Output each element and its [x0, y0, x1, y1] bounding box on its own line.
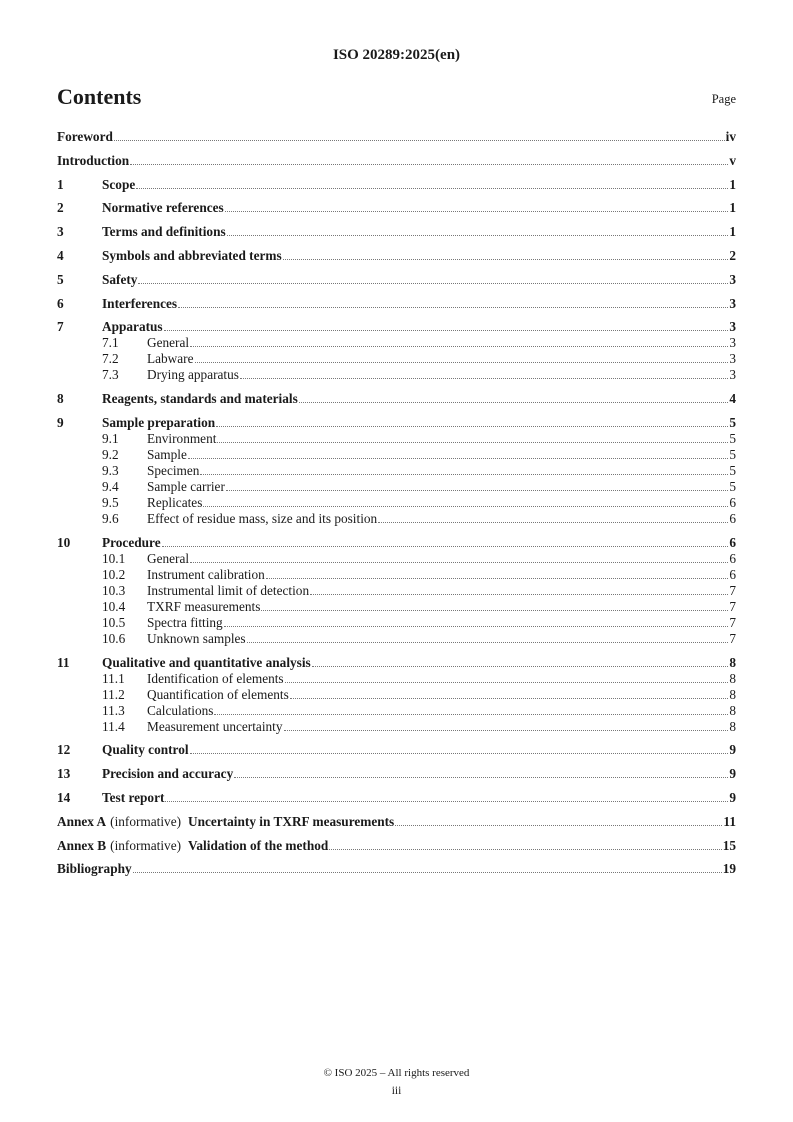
toc-dot-leader: [312, 666, 729, 667]
footer-page-number: iii: [391, 1085, 402, 1097]
toc-entry-number: 7.1: [102, 335, 119, 351]
toc-entry-title: Instrument calibration: [147, 566, 265, 582]
toc-entry-page: 6: [729, 566, 736, 582]
toc-entry-page: 8: [729, 718, 736, 734]
toc-dot-leader: [162, 546, 729, 547]
toc-dot-leader: [195, 362, 729, 363]
toc-dot-leader: [203, 506, 728, 507]
toc-entry-title: General: [147, 550, 190, 566]
toc-dot-leader: [190, 562, 728, 563]
toc-dot-leader: [224, 626, 729, 627]
toc-dot-leader: [266, 578, 729, 579]
toc-entry-clause-9-1[interactable]: [57, 431, 736, 447]
toc-entry-title: Symbols and abbreviated terms: [102, 247, 282, 263]
toc-entry-page: 3: [729, 271, 736, 287]
toc-entry-page: 8: [729, 686, 736, 702]
toc-entry-foreword[interactable]: [57, 129, 736, 145]
toc-entry-number: 9.1: [102, 430, 119, 446]
toc-entry-page: 9: [729, 742, 736, 758]
toc-entry-page: 7: [729, 582, 736, 598]
toc-entry-clause-12[interactable]: [57, 742, 736, 758]
document-header-id: ISO 20289:2025(en): [332, 47, 461, 63]
toc-entry-title: Uncertainty in TXRF measurements: [188, 813, 395, 829]
toc-entry-page: 4: [729, 391, 736, 407]
toc-entry-number: 8: [57, 391, 64, 407]
toc-entry-number: 10.6: [102, 630, 126, 646]
toc-entry-number: 10.3: [102, 582, 126, 598]
toc-entry-clause-10-2[interactable]: [57, 567, 736, 583]
toc-dot-leader: [285, 682, 729, 683]
toc-entry-title: Introduction: [57, 152, 130, 168]
toc-entry-clause-10-6[interactable]: [57, 631, 736, 647]
toc-dot-leader: [190, 346, 728, 347]
toc-entry-page: 5: [729, 446, 736, 462]
toc-entry-annex-a[interactable]: [57, 814, 736, 830]
toc-entry-page: 7: [729, 598, 736, 614]
toc-entry-title: Identification of elements: [147, 670, 284, 686]
toc-dot-leader: [225, 211, 729, 212]
toc-entry-title: Drying apparatus: [147, 367, 239, 383]
toc-entry-title: Scope: [102, 176, 136, 192]
toc-dot-leader: [217, 442, 728, 443]
toc-entry-page: 3: [729, 351, 736, 367]
toc-entry-page: 3: [729, 295, 736, 311]
toc-entry-number: 1: [57, 176, 64, 192]
toc-entry-page: 5: [729, 430, 736, 446]
toc-entry-number: 7: [57, 319, 64, 335]
toc-dot-leader: [165, 801, 728, 802]
toc-entry-page: 6: [729, 510, 736, 526]
toc-entry-title: Precision and accuracy: [102, 766, 234, 782]
toc-entry-clause-7-3[interactable]: [57, 367, 736, 383]
toc-entry-annex-b[interactable]: [57, 838, 736, 854]
toc-dot-leader: [261, 610, 728, 611]
toc-entry-clause-3[interactable]: [57, 224, 736, 240]
toc-entry-number: 4: [57, 247, 64, 263]
toc-entry-number: 7.2: [102, 351, 119, 367]
toc-entry-number: 13: [57, 766, 71, 782]
toc-dot-leader: [299, 402, 729, 403]
toc-entry-page: v: [729, 152, 736, 168]
toc-entry-clause-10-1[interactable]: [57, 551, 736, 567]
toc-entry-page: 8: [729, 702, 736, 718]
toc-entry-title: Bibliography: [57, 861, 132, 877]
toc-dot-leader: [247, 642, 729, 643]
toc-entry-clause-9-3[interactable]: [57, 463, 736, 479]
toc-dot-leader: [136, 188, 728, 189]
toc-entry-title: Qualitative and quantitative analysis: [102, 654, 311, 670]
toc-entry-clause-7[interactable]: [57, 319, 736, 335]
page-title: Contents: [57, 84, 142, 109]
toc-entry-number: 9.5: [102, 494, 119, 510]
toc-dot-leader: [378, 522, 728, 523]
toc-entry-clause-11-3[interactable]: [57, 703, 736, 719]
toc-dot-leader: [227, 235, 729, 236]
toc-entry-title: Normative references: [102, 200, 224, 216]
toc-entry-title: Interferences: [102, 295, 178, 311]
toc-entry-page: iv: [725, 129, 736, 144]
toc-entry-number: 9.6: [102, 510, 119, 526]
toc-entry-page: 6: [729, 534, 736, 550]
toc-dot-leader: [226, 490, 728, 491]
toc-entry-clause-9-2[interactable]: [57, 447, 736, 463]
toc-entry-title: Apparatus: [102, 319, 163, 335]
toc-entry-title: Validation of the method: [188, 837, 329, 853]
toc-dot-leader: [178, 307, 728, 308]
toc-entry-number: 10.4: [102, 598, 126, 614]
toc-dot-leader: [234, 777, 728, 778]
toc-entry-page: 5: [729, 414, 736, 430]
toc-entry-page: 9: [729, 789, 736, 805]
toc-entry-page: 1: [729, 200, 736, 216]
toc-entry-title: Safety: [102, 271, 138, 287]
toc-entry-title: Specimen: [147, 462, 200, 478]
toc-entry-page: 1: [729, 224, 736, 240]
toc-dot-leader: [290, 698, 729, 699]
toc-entry-title: Unknown samples: [147, 630, 246, 646]
toc-entry-clause-5[interactable]: [57, 272, 736, 288]
toc-entry-title: Effect of residue mass, size and its position: [147, 510, 378, 526]
toc-entry-title: Spectra fitting: [147, 614, 223, 630]
toc-dot-leader: [284, 730, 729, 731]
toc-entry-title: General: [147, 335, 190, 351]
toc-entry-page: 19: [722, 861, 736, 877]
toc-entry-page: 2: [729, 247, 736, 263]
toc-entry-title: Labware: [147, 351, 194, 367]
toc-dot-leader: [114, 140, 725, 141]
toc-entry-page: 3: [729, 367, 736, 383]
toc-entry-page: 5: [729, 478, 736, 494]
toc-entry-clause-10-3[interactable]: [57, 583, 736, 599]
toc-entry-number: 10.1: [102, 550, 126, 566]
toc-entry-title: Quality control: [102, 742, 189, 758]
toc-entry-clause-11-2[interactable]: [57, 687, 736, 703]
toc-entry-clause-10-5[interactable]: [57, 615, 736, 631]
toc-dot-leader: [283, 259, 729, 260]
toc-entry-introduction[interactable]: [57, 153, 736, 169]
toc-dot-leader: [395, 825, 722, 826]
toc-entry-page: 6: [729, 550, 736, 566]
toc-entry-clause-9[interactable]: [57, 415, 736, 431]
toc-entry-number: 10.2: [102, 566, 126, 582]
toc-annex-label: Annex A: [57, 813, 107, 829]
toc-dot-leader: [133, 872, 722, 873]
toc-dot-leader: [138, 283, 728, 284]
toc-entry-title: Quantification of elements: [147, 686, 289, 702]
toc-entry-page: 8: [729, 670, 736, 686]
toc-entry-number: 3: [57, 224, 64, 240]
toc-entry-title: Environment: [147, 430, 217, 446]
toc-entry-number: 11.1: [102, 670, 125, 686]
toc-entry-number: 5: [57, 271, 64, 287]
toc-entry-number: 9.3: [102, 462, 119, 478]
toc-entry-number: 10.5: [102, 614, 126, 630]
toc-entry-clause-11[interactable]: [57, 655, 736, 671]
toc-entry-title: Test report: [102, 789, 165, 805]
toc-entry-clause-7-2[interactable]: [57, 351, 736, 367]
toc-entry-title: Replicates: [147, 494, 203, 510]
toc-dot-leader: [164, 330, 729, 331]
toc-entry-title: Measurement uncertainty: [147, 718, 283, 734]
toc-entry-page: 7: [729, 614, 736, 630]
toc-entry-page: 9: [729, 766, 736, 782]
toc-entry-number: 9.2: [102, 446, 119, 462]
toc-entry-number: 11.3: [102, 702, 125, 718]
toc-entry-clause-9-5[interactable]: [57, 495, 736, 511]
toc-entry-page: 3: [729, 335, 736, 351]
toc-entry-clause-9-6[interactable]: [57, 511, 736, 527]
toc-entry-title: Instrumental limit of detection: [147, 582, 310, 598]
toc-entry-clause-2[interactable]: [57, 200, 736, 216]
toc-entry-clause-10-4[interactable]: [57, 599, 736, 615]
toc-annex-status: (informative): [110, 813, 182, 829]
toc-entry-page: 8: [729, 654, 736, 670]
toc-entry-title: Terms and definitions: [102, 224, 226, 240]
toc-entry-clause-10[interactable]: [57, 535, 736, 551]
toc-entry-page: 15: [722, 837, 736, 853]
toc-entry-page: 5: [729, 462, 736, 478]
toc-entry-number: 9: [57, 414, 64, 430]
toc-entry-clause-7-1[interactable]: [57, 335, 736, 351]
toc-dot-leader: [188, 458, 728, 459]
toc-entry-bibliography[interactable]: [57, 861, 736, 877]
toc-entry-title: Reagents, standards and materials: [102, 391, 298, 407]
toc-entry-number: 11.4: [102, 718, 125, 734]
toc-dot-leader: [216, 426, 728, 427]
toc-entry-page: 3: [729, 319, 736, 335]
toc-entry-clause-1[interactable]: [57, 177, 736, 193]
toc-entry-clause-6[interactable]: [57, 296, 736, 312]
toc-dot-leader: [200, 474, 728, 475]
toc-entry-number: 14: [57, 789, 71, 805]
toc-dot-leader: [240, 378, 728, 379]
toc-entry-number: 10: [57, 534, 71, 550]
footer-copyright: © ISO 2025 – All rights reserved: [323, 1067, 470, 1079]
toc-entry-page: 1: [729, 176, 736, 192]
toc-entry-clause-14[interactable]: [57, 790, 736, 806]
toc-annex-label: Annex B: [57, 837, 107, 853]
toc-entry-title: TXRF measurements: [147, 598, 261, 614]
toc-entry-clause-9-4[interactable]: [57, 479, 736, 495]
toc-dot-leader: [190, 753, 729, 754]
toc-dot-leader: [310, 594, 728, 595]
toc-entry-page: 11: [723, 813, 736, 829]
toc-entry-title: Sample carrier: [147, 478, 225, 494]
toc-entry-number: 11.2: [102, 686, 125, 702]
toc-entry-number: 9.4: [102, 478, 119, 494]
toc-entry-page: 6: [729, 494, 736, 510]
toc-entry-number: 6: [57, 295, 64, 311]
toc-entry-number: 2: [57, 200, 64, 216]
toc-entry-title: Procedure: [102, 534, 161, 550]
toc-dot-leader: [214, 714, 728, 715]
toc-entry-clause-4[interactable]: [57, 248, 736, 264]
toc-dot-leader: [329, 849, 721, 850]
page-column-label: Page: [711, 92, 736, 106]
toc-entry-title: Sample: [147, 446, 187, 462]
toc-entry-title: Sample preparation: [102, 414, 216, 430]
toc-entry-title: Foreword: [57, 129, 113, 144]
toc-entry-clause-11-1[interactable]: [57, 671, 736, 687]
toc-entry-clause-8[interactable]: [57, 391, 736, 407]
toc-entry-title: Calculations: [147, 702, 214, 718]
toc-annex-status: (informative): [110, 837, 182, 853]
table-of-contents: [57, 129, 736, 877]
toc-entry-number: 7.3: [102, 367, 119, 383]
toc-entry-number: 11: [57, 654, 70, 670]
toc-entry-number: 12: [57, 742, 71, 758]
toc-dot-leader: [130, 164, 728, 165]
toc-entry-page: 7: [729, 630, 736, 646]
toc-entry-clause-11-4[interactable]: [57, 719, 736, 735]
toc-entry-clause-13[interactable]: [57, 766, 736, 782]
